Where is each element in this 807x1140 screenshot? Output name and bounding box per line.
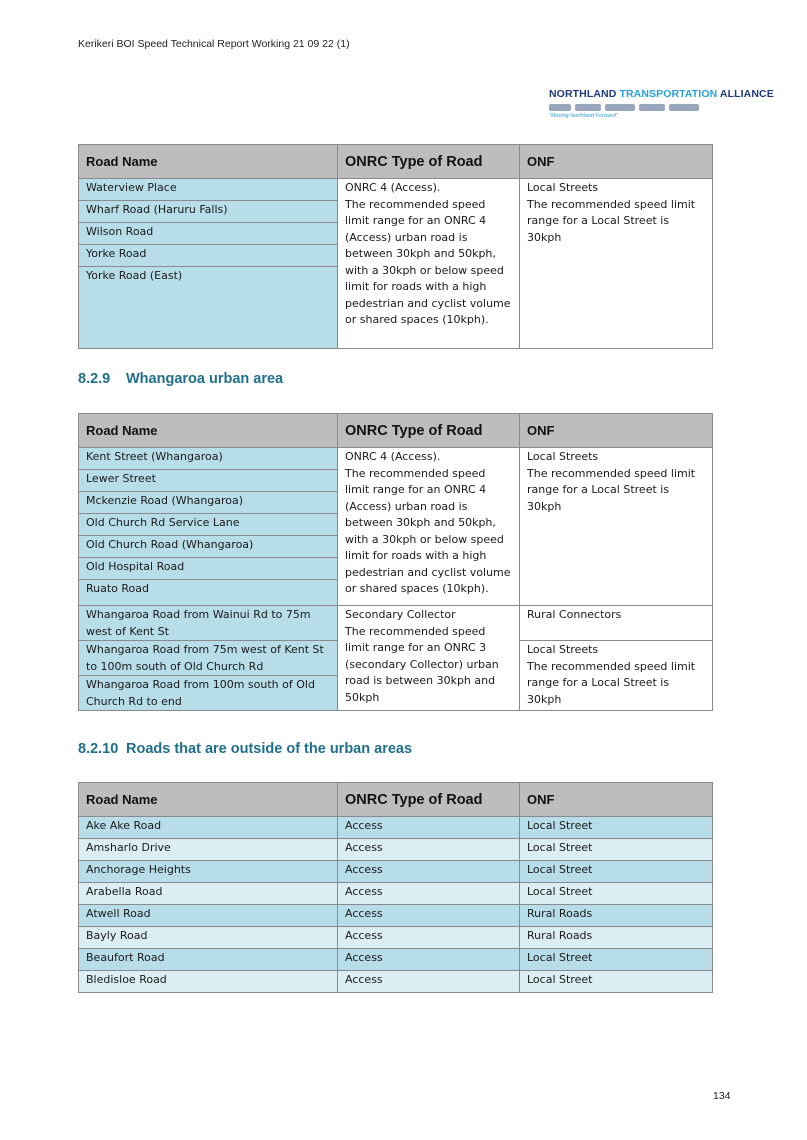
road-name-cell: Ruato Road bbox=[79, 580, 338, 606]
logo-title bbox=[549, 88, 774, 100]
column-header-onf: ONF bbox=[520, 145, 713, 179]
onf-cell: Local Street bbox=[520, 883, 713, 905]
onf-description-cell bbox=[520, 179, 713, 349]
road-name-cell: Waterview Place bbox=[79, 179, 338, 201]
table-row bbox=[79, 606, 713, 641]
onf-cell: Rural Roads bbox=[520, 927, 713, 949]
road-name-cell: Mckenzie Road (Whangaroa) bbox=[79, 492, 338, 514]
onf-description-cell bbox=[520, 641, 713, 711]
column-header-onrc: ONRC Type of Road bbox=[338, 414, 520, 448]
onrc-description-cell bbox=[338, 606, 520, 711]
column-header-road-name: Road Name bbox=[79, 145, 338, 179]
onf-cell: Local Street bbox=[520, 861, 713, 883]
partner-logo-icon bbox=[605, 104, 635, 111]
road-table-3 bbox=[78, 782, 713, 993]
road-name-cell: Atwell Road bbox=[79, 905, 338, 927]
table-row bbox=[79, 971, 713, 993]
onrc-cell: Access bbox=[338, 883, 520, 905]
nta-logo bbox=[549, 88, 774, 122]
road-table-2 bbox=[78, 413, 713, 711]
logo-motto: "Moving Northland Forward" bbox=[549, 113, 618, 119]
logo-word-3: ALLIANCE bbox=[719, 88, 774, 100]
onrc-cell: Access bbox=[338, 817, 520, 839]
road-name-cell: Old Hospital Road bbox=[79, 558, 338, 580]
onrc-description-cell bbox=[338, 179, 520, 349]
table-row bbox=[79, 949, 713, 971]
road-name-cell: Bayly Road bbox=[79, 927, 338, 949]
column-header-road-name: Road Name bbox=[79, 783, 338, 817]
column-header-onrc: ONRC Type of Road bbox=[338, 783, 520, 817]
partner-logo-icon bbox=[549, 104, 571, 111]
table-header-row bbox=[79, 783, 713, 817]
onrc-cell: Access bbox=[338, 861, 520, 883]
road-name-cell: Ake Ake Road bbox=[79, 817, 338, 839]
partner-logo-icon bbox=[669, 104, 699, 111]
table-header-row bbox=[79, 414, 713, 448]
onrc-cell: Access bbox=[338, 839, 520, 861]
section-number: 8.2.9 bbox=[78, 371, 111, 387]
table-row bbox=[79, 839, 713, 861]
road-name-cell: Arabella Road bbox=[79, 883, 338, 905]
page-number: 134 bbox=[713, 1090, 731, 1102]
logo-word-2: TRANSPORTATION bbox=[619, 88, 718, 100]
table-row bbox=[79, 883, 713, 905]
onf-description: Local Streets The recommended speed limit range for a Local Street is 30kph bbox=[527, 181, 696, 244]
onf-cell: Rural Roads bbox=[520, 905, 713, 927]
onf-description-cell bbox=[520, 448, 713, 606]
onf-cell: Local Street bbox=[520, 839, 713, 861]
road-name-cell: Old Church Rd Service Lane bbox=[79, 514, 338, 536]
running-header: Kerikeri BOI Speed Technical Report Working 21 09 22 (1) bbox=[78, 38, 350, 50]
road-name-cell: Whangaroa Road from Wainui Rd to 75m west of Kent St bbox=[79, 606, 338, 641]
partner-logo-icon bbox=[639, 104, 665, 111]
column-header-onrc: ONRC Type of Road bbox=[338, 145, 520, 179]
table-row bbox=[79, 448, 713, 470]
partner-logos bbox=[549, 102, 721, 112]
column-header-onf: ONF bbox=[520, 414, 713, 448]
onrc-description: ONRC 4 (Access). The recommended speed limit range for an ONRC 4 (Access) urban road is between 30kph and 50kph, with a 30kph or below speed limit for roads with a high pedestrian and cyclist volume or shared spaces (10kph). bbox=[345, 181, 511, 326]
table-row bbox=[79, 905, 713, 927]
road-name-cell: Beaufort Road bbox=[79, 949, 338, 971]
table-row bbox=[79, 817, 713, 839]
road-name-cell: Old Church Road (Whangaroa) bbox=[79, 536, 338, 558]
onrc-cell: Access bbox=[338, 949, 520, 971]
road-name-cell: Anchorage Heights bbox=[79, 861, 338, 883]
table-header-row bbox=[79, 145, 713, 179]
road-name-cell: Bledisloe Road bbox=[79, 971, 338, 993]
road-name-cell: Kent Street (Whangaroa) bbox=[79, 448, 338, 470]
road-name-cell: Whangaroa Road from 75m west of Kent St to 100m south of Old Church Rd bbox=[79, 641, 338, 676]
onf-description: Local Streets The recommended speed limit range for a Local Street is 30kph bbox=[527, 643, 696, 706]
section-heading-8-2-9 bbox=[78, 371, 283, 387]
section-heading-8-2-10 bbox=[78, 741, 412, 757]
onf-description: Local Streets The recommended speed limit range for a Local Street is 30kph bbox=[527, 450, 696, 513]
onrc-cell: Access bbox=[338, 927, 520, 949]
onrc-description-cell bbox=[338, 448, 520, 606]
onrc-cell: Access bbox=[338, 971, 520, 993]
road-name-cell: Yorke Road bbox=[79, 245, 338, 267]
road-table-1 bbox=[78, 144, 713, 349]
road-name-cell: Wilson Road bbox=[79, 223, 338, 245]
section-number: 8.2.10 bbox=[78, 741, 119, 757]
column-header-onf: ONF bbox=[520, 783, 713, 817]
table-row bbox=[79, 927, 713, 949]
onf-cell: Local Street bbox=[520, 949, 713, 971]
table-row bbox=[79, 861, 713, 883]
onrc-cell: Access bbox=[338, 905, 520, 927]
onrc-description: Secondary Collector The recommended speed limit range for an ONRC 3 (secondary Collector) urban road is between 30kph and 50kph bbox=[345, 608, 499, 704]
road-name-cell: Yorke Road (East) bbox=[79, 267, 338, 349]
road-name-cell: Whangaroa Road from 100m south of Old Church Rd to end bbox=[79, 676, 338, 711]
onf-cell: Local Street bbox=[520, 817, 713, 839]
section-title: Roads that are outside of the urban areas bbox=[126, 741, 413, 757]
onf-cell: Local Street bbox=[520, 971, 713, 993]
table-row bbox=[79, 179, 713, 201]
onf-description-cell: Rural Connectors bbox=[520, 606, 713, 641]
road-name-cell: Lewer Street bbox=[79, 470, 338, 492]
section-title: Whangaroa urban area bbox=[126, 371, 284, 387]
partner-logo-icon bbox=[575, 104, 601, 111]
road-name-cell: Amsharlo Drive bbox=[79, 839, 338, 861]
onrc-description: ONRC 4 (Access). The recommended speed limit range for an ONRC 4 (Access) urban road is between 30kph and 50kph, with a 30kph or below speed limit for roads with a high pedestrian and cyclist volume or shared spaces (10kph). bbox=[345, 450, 511, 595]
road-name-cell: Wharf Road (Haruru Falls) bbox=[79, 201, 338, 223]
logo-word-1: NORTHLAND bbox=[549, 88, 617, 100]
column-header-road-name: Road Name bbox=[79, 414, 338, 448]
